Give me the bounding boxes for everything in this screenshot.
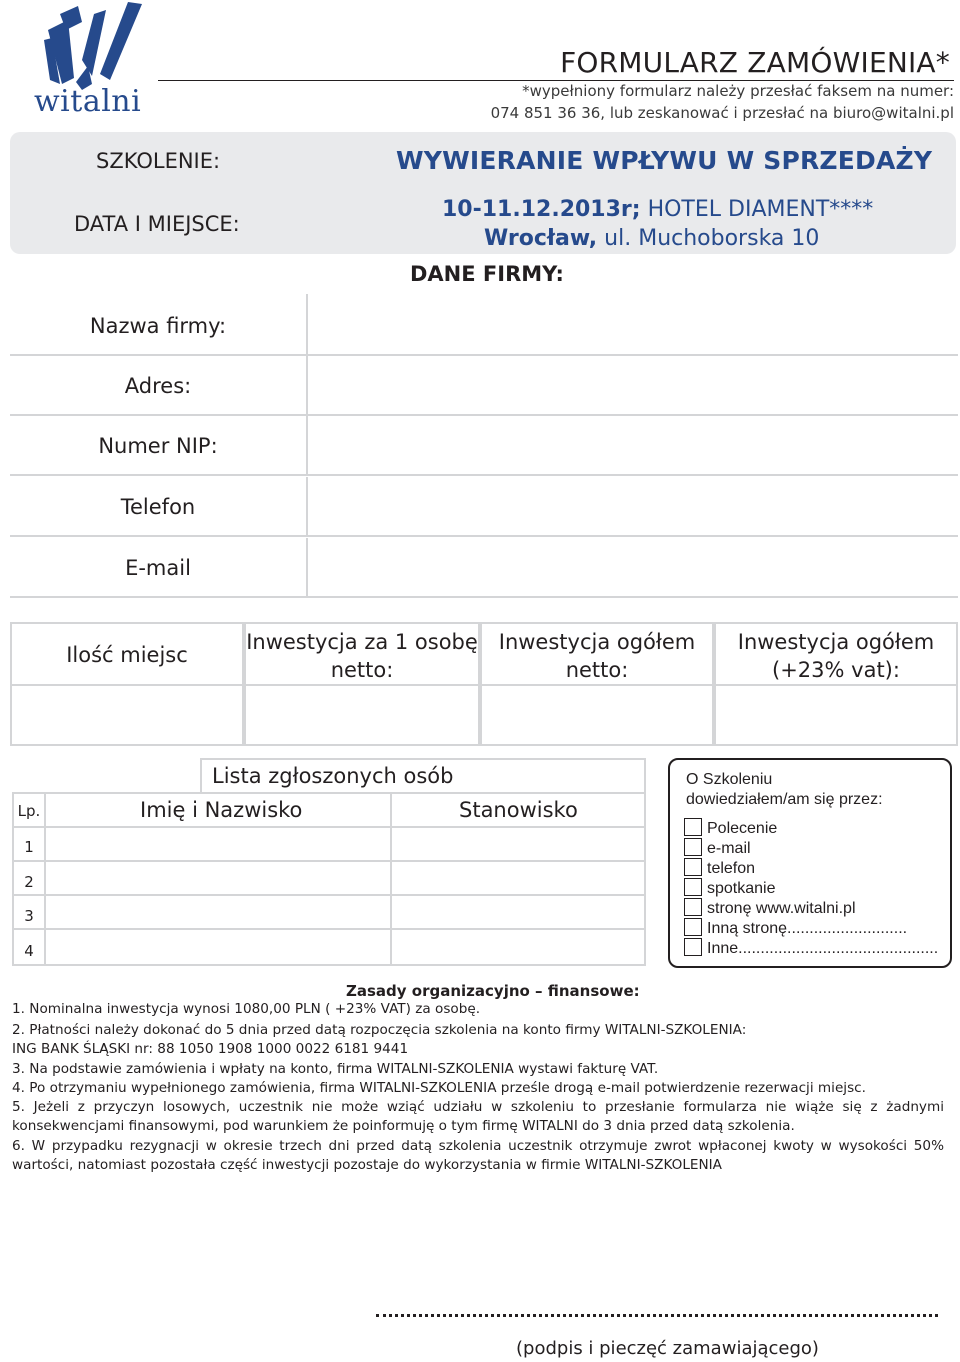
row4-position-input[interactable] xyxy=(390,928,646,966)
checkbox[interactable] xyxy=(684,878,702,896)
option-label: e-mail xyxy=(707,840,751,857)
row3-lp: 3 xyxy=(24,907,34,925)
form-title: FORMULARZ ZAMÓWIENIA* xyxy=(560,46,950,79)
source-title-line1: O Szkoleniu xyxy=(686,771,773,788)
row3-name-input[interactable] xyxy=(44,894,392,930)
row4-name-input[interactable] xyxy=(44,928,392,966)
row3-position-input[interactable] xyxy=(390,894,646,930)
seats-input[interactable] xyxy=(10,684,244,746)
row2-name-input[interactable] xyxy=(44,860,392,896)
company-section-title: DANE FIRMY: xyxy=(410,262,564,286)
source-option-email[interactable] xyxy=(684,838,751,858)
total-vat-header xyxy=(714,622,958,686)
email-label: E-mail xyxy=(125,556,191,580)
date-line xyxy=(442,197,873,222)
source-option-other[interactable] xyxy=(684,938,938,958)
rule-3: 3. Na podstawie zamówienia i wpłaty na konto, firma WITALNI-SZKOLENIA wystawi fakturę VAT. xyxy=(12,1061,659,1077)
position-header: Stanowisko xyxy=(459,798,578,822)
rule-2-bank: ING BANK ŚLĄSKI nr: 88 1050 1908 1000 0022 6181 9441 xyxy=(12,1041,409,1057)
source-option-website[interactable] xyxy=(684,898,856,918)
rule-5: 5. Jeżeli z przyczyn losowych, uczestnik nie może wziąć udziału w szkoleniu to przesłanie formularza nie wiąże się z żadnymi konsekwencjami finansowymi, pod warunkiem że poinformuję o tym firmę WITALNI do 3 dnia przed datą szkolenia. xyxy=(12,1099,944,1134)
source-option-other-site[interactable] xyxy=(684,918,907,938)
participants-title: Lista zgłoszonych osób xyxy=(212,764,454,788)
source-title-line2: dowiedziałem/am się przez: xyxy=(686,791,883,808)
phone-input[interactable] xyxy=(306,477,308,535)
row4-lp: 4 xyxy=(24,942,34,960)
source-title xyxy=(686,770,883,810)
total-net-header-line2: netto: xyxy=(565,658,629,682)
training-city: Wrocław, xyxy=(484,226,598,251)
training-label: SZKOLENIE: xyxy=(96,149,221,173)
nip-input[interactable] xyxy=(306,416,308,474)
witalni-logo xyxy=(30,0,152,122)
row1-position-input[interactable] xyxy=(390,826,646,862)
per-person-header-line1: Inwestycja za 1 osobę xyxy=(246,630,478,654)
total-vat-header-line1: Inwestycja ogółem xyxy=(737,630,935,654)
row1-lp: 1 xyxy=(24,838,34,856)
logo-text: witalni xyxy=(34,84,142,119)
phone-row xyxy=(10,477,958,537)
training-date: 10-11.12.2013r; xyxy=(442,197,641,222)
option-label: Polecenie xyxy=(707,820,778,837)
rule-6: 6. W przypadku rezygnacji w okresie trzech dni przed datą szkolenia uczestnik otrzymuje zwrot wpłaconej kwoty w wysokości 50% wartości, natomiast pozostała część inwestycji pozostaje do wykorzystania w firmie WITALNI-SZKOLENIA xyxy=(12,1138,944,1173)
option-label: Inne............................................. xyxy=(707,940,939,957)
company-name-input[interactable] xyxy=(306,296,308,354)
nip-label: Numer NIP: xyxy=(98,434,218,458)
nip-row xyxy=(10,416,958,476)
option-label: Inną stronę........................... xyxy=(707,920,908,937)
option-label: spotkanie xyxy=(707,880,776,897)
checkbox[interactable] xyxy=(684,838,702,856)
source-option-recommendation[interactable] xyxy=(684,818,777,838)
rule-2: 2. Płatności należy dokonać do 5 dnia przed datą rozpoczęcia szkolenia na konto firmy WITALNI-SZKOLENIA: xyxy=(12,1022,747,1038)
training-hotel: HOTEL DIAMENT**** xyxy=(640,197,874,222)
address-row xyxy=(10,356,958,416)
header-note-line2: 074 851 36 36, lub zeskanować i przesłać na biuro@witalni.pl xyxy=(490,104,954,122)
training-title: WYWIERANIE WPŁYWU W SPRZEDAŻY xyxy=(396,146,933,175)
seats-header: Ilość miejsc xyxy=(10,622,244,686)
source-option-meeting[interactable] xyxy=(684,878,776,898)
checkbox[interactable] xyxy=(684,818,702,836)
lp-header: Lp. xyxy=(17,802,41,820)
date-label: DATA I MIEJSCE: xyxy=(74,212,240,236)
source-option-phone[interactable] xyxy=(684,858,755,878)
email-input[interactable] xyxy=(306,538,308,596)
total-net-header xyxy=(480,622,714,686)
email-row xyxy=(10,538,958,598)
address-input[interactable] xyxy=(306,356,308,414)
name-header: Imię i Nazwisko xyxy=(140,798,303,822)
option-label: telefon xyxy=(707,860,756,877)
row2-position-input[interactable] xyxy=(390,860,646,896)
total-vat-input[interactable] xyxy=(714,684,958,746)
company-name-label: Nazwa firmy: xyxy=(89,314,227,338)
header-note xyxy=(491,80,954,124)
checkbox[interactable] xyxy=(684,898,702,916)
checkbox[interactable] xyxy=(684,938,702,956)
total-vat-header-line2: (+23% vat): xyxy=(772,658,900,682)
training-street: ul. Muchoborska 10 xyxy=(597,226,820,251)
per-person-header xyxy=(244,622,480,686)
rule-4: 4. Po otrzymaniu wypełnionego zamówienia, firma WITALNI-SZKOLENIA prześle drogą e-mail potwierdzenie rezerwacji miejsc. xyxy=(12,1080,866,1096)
per-person-header-line2: netto: xyxy=(330,658,394,682)
signature-line[interactable] xyxy=(376,1314,938,1317)
header-note-line1: *wypełniony formularz należy przesłać faksem na numer: xyxy=(522,82,954,100)
checkbox[interactable] xyxy=(684,858,702,876)
option-label: stronę www.witalni.pl xyxy=(707,900,856,917)
rules-title: Zasady organizacyjno – finansowe: xyxy=(346,982,640,1000)
per-person-input[interactable] xyxy=(244,684,480,746)
total-net-input[interactable] xyxy=(480,684,714,746)
place-line xyxy=(484,226,819,251)
address-label: Adres: xyxy=(124,374,192,398)
company-name-row xyxy=(10,296,958,356)
total-net-header-line1: Inwestycja ogółem xyxy=(498,630,696,654)
signature-label: (podpis i pieczęć zamawiającego) xyxy=(516,1338,819,1359)
checkbox[interactable] xyxy=(684,918,702,936)
phone-label: Telefon xyxy=(120,495,196,519)
row2-lp: 2 xyxy=(24,873,34,891)
row1-name-input[interactable] xyxy=(44,826,392,862)
rule-1: 1. Nominalna inwestycja wynosi 1080,00 PLN ( +23% VAT) za osobę. xyxy=(12,1001,481,1017)
